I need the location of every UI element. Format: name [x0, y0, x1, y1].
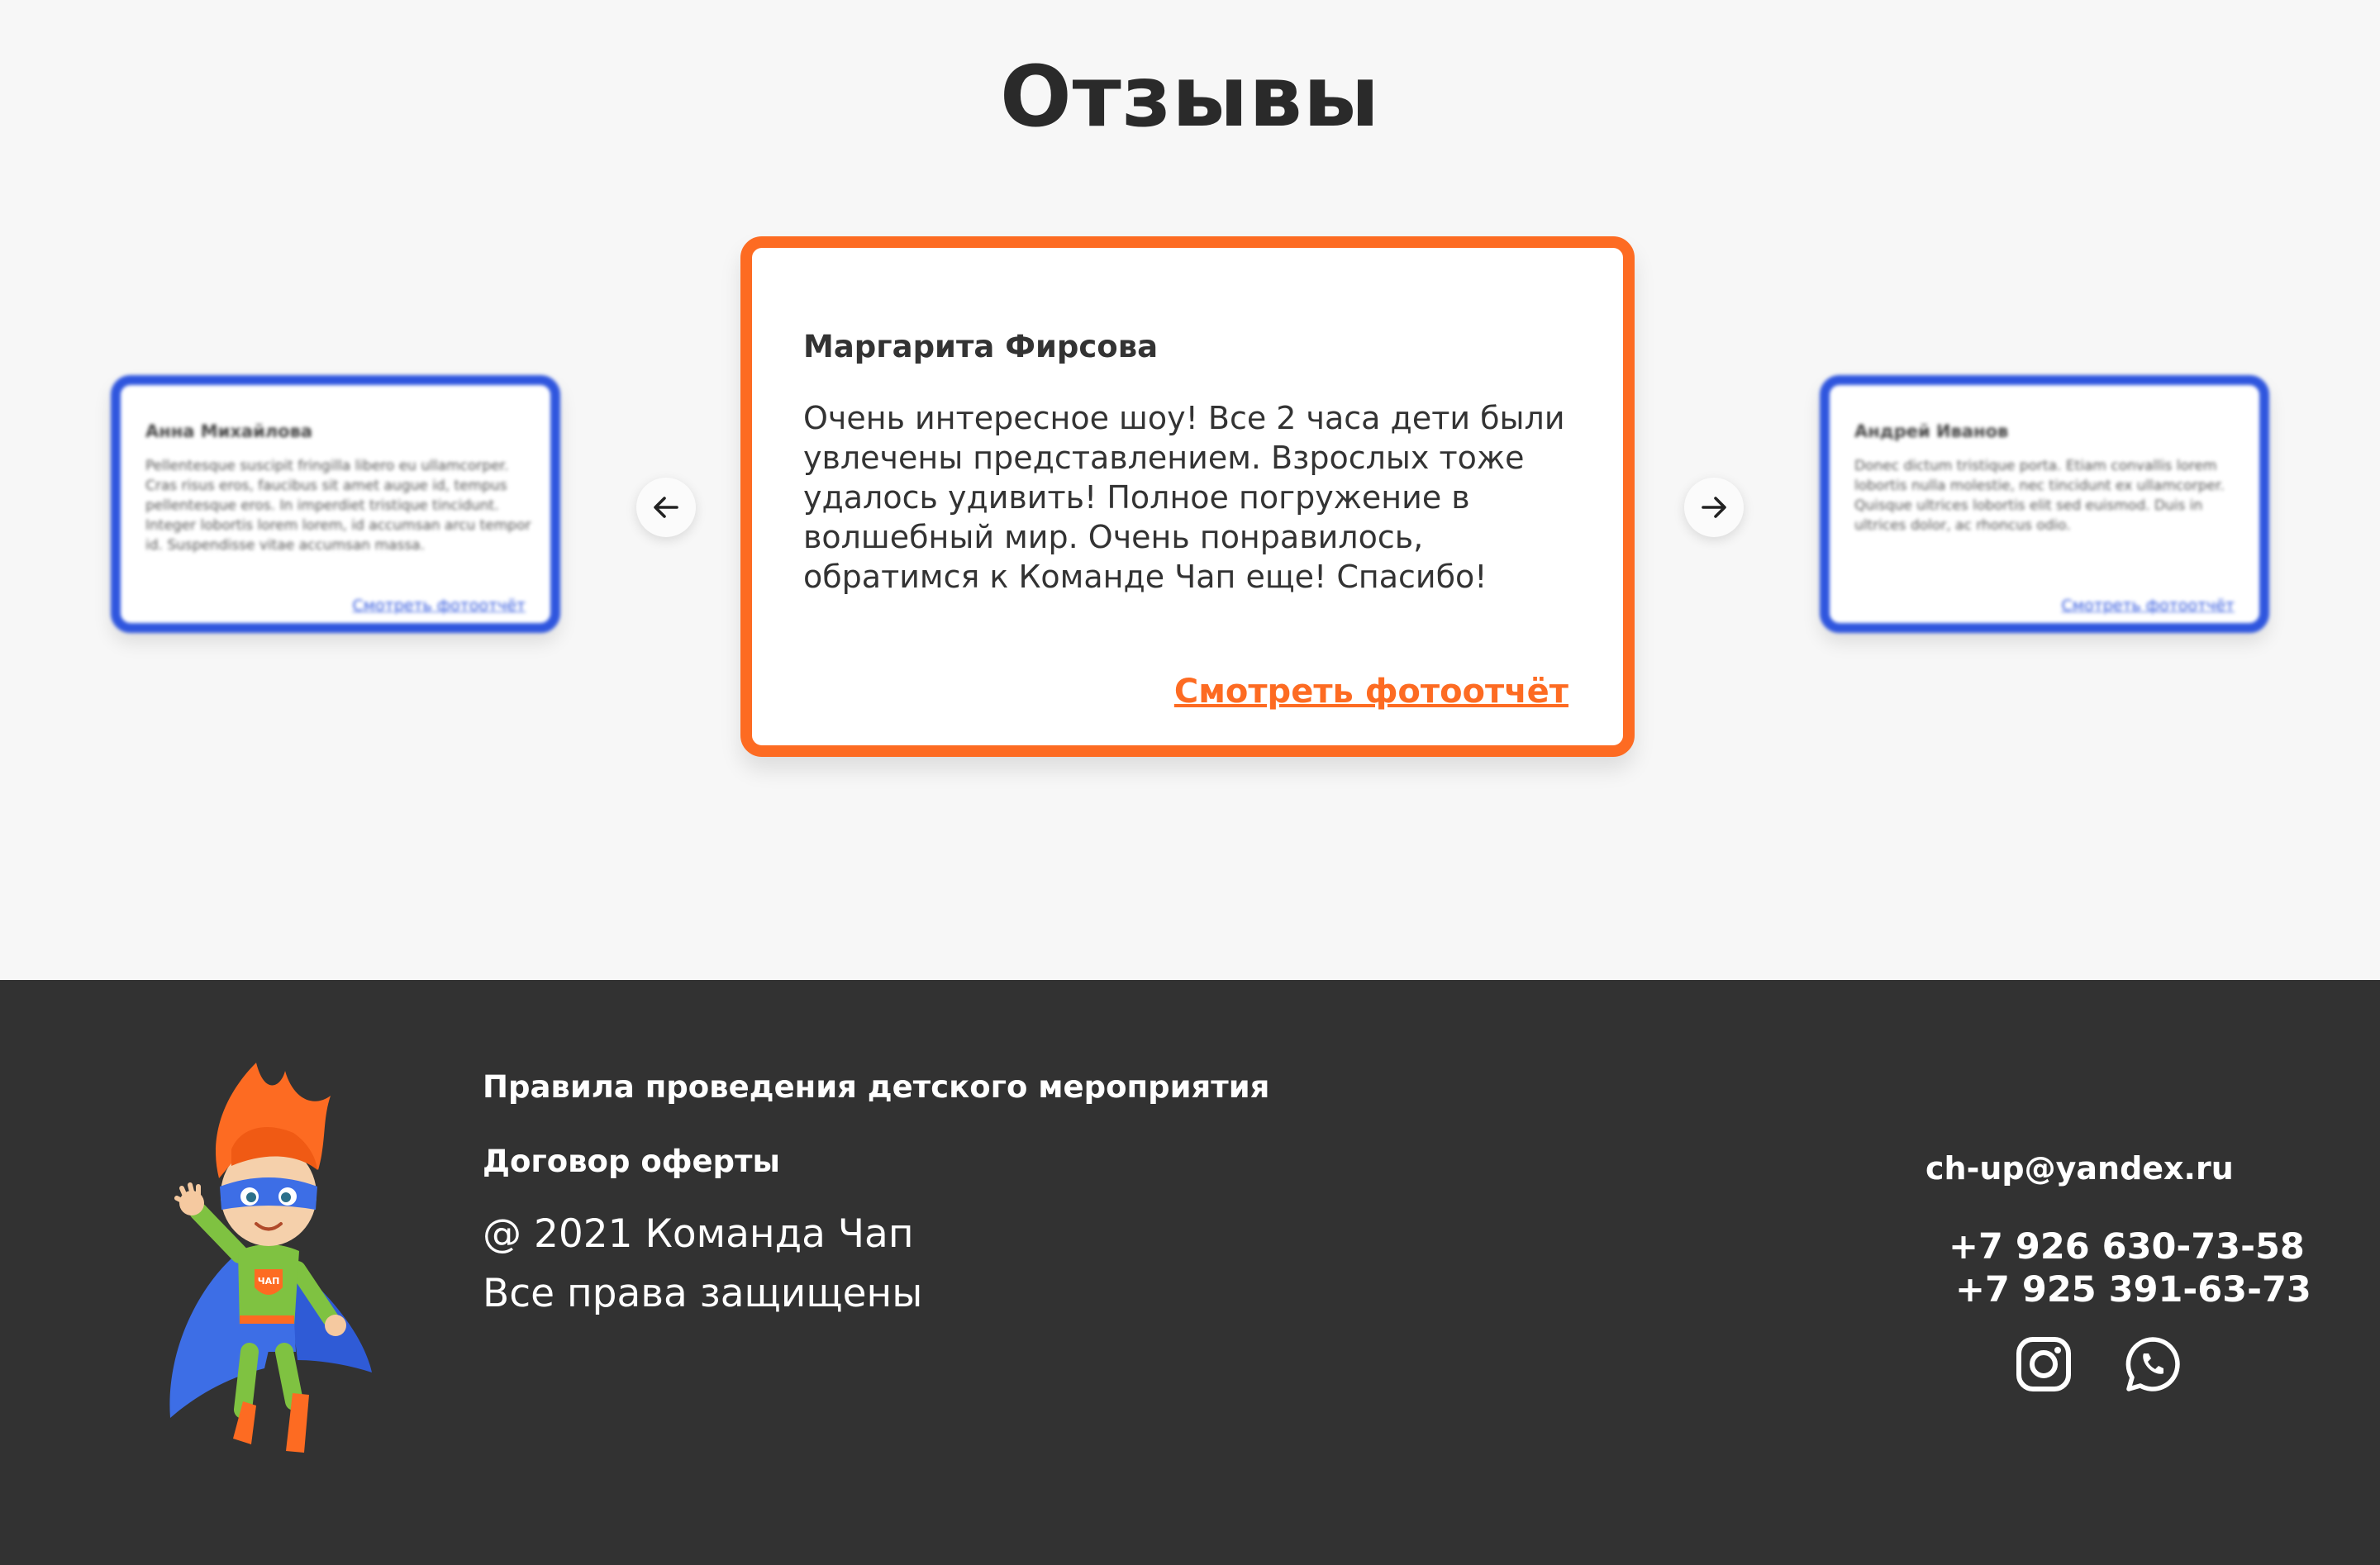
review-text: Donec dictum tristique porta. Etiam convallis lorem lobortis nulla molestie, nec tincidunt ex ullamcorper. Quisque ultrices lobortis elit sed euismod. Duis in ultrices dolor, ac rhoncus odio.: [1854, 458, 2225, 534]
mascot-badge: ЧАП: [257, 1276, 280, 1287]
footer-rules-link[interactable]: Правила проведения детского мероприятия: [483, 1069, 1270, 1105]
arrow-left-icon: [650, 491, 683, 524]
reviews-title: Отзывы: [999, 48, 1381, 146]
photo-report-link[interactable]: Смотреть фотоотчёт: [352, 597, 526, 615]
review-card-left[interactable]: [111, 375, 560, 633]
photo-report-link[interactable]: Смотреть фотоотчёт: [1173, 673, 1568, 711]
whatsapp-icon[interactable]: [2124, 1335, 2182, 1393]
site-footer: [0, 980, 2380, 1565]
footer-rights: Все права защищены: [483, 1271, 923, 1316]
review-text: Pellentesque suscipit fringilla libero eu ullamcorper. Cras risus eros, faucibus sit amet augue id, tempus pellentesque eros. In imperdiet tristique tincidunt. Integer lobortis lorem lorem, id accumsan arcu tempor id. Suspendisse vitae accumsan massa.: [145, 458, 531, 554]
photo-report-link[interactable]: Смотреть фотоотчёт: [2061, 597, 2235, 615]
review-text: Очень интересное шоу! Все 2 часа дети были увлечены представлением. Взрослых тоже удалось удивить! Полное погружение в волшебный мир. Очень понравилось, обратимся к Команде Чап еще! Спасибо!: [803, 400, 1565, 595]
carousel-prev-button[interactable]: [636, 478, 696, 537]
arrow-right-icon: [1697, 491, 1730, 524]
footer-email[interactable]: ch-up@yandex.ru: [1925, 1150, 2234, 1187]
review-author: Андрей Иванов: [1854, 421, 2009, 441]
footer-offer-link[interactable]: Договор оферты: [483, 1144, 780, 1179]
footer-phone-2[interactable]: +7 925 391-63-73: [1955, 1269, 2311, 1311]
review-card-active: [740, 236, 1635, 757]
carousel-next-button[interactable]: [1684, 478, 1744, 537]
review-author: Маргарита Фирсова: [803, 329, 1159, 364]
review-card-right[interactable]: [1820, 375, 2269, 633]
footer-copyright: @ 2021 Команда Чап: [483, 1211, 914, 1257]
review-author: Анна Михайлова: [145, 421, 313, 441]
instagram-icon[interactable]: [2015, 1335, 2073, 1393]
footer-phone-1[interactable]: +7 926 630-73-58: [1949, 1226, 2305, 1268]
mascot-logo: [140, 1063, 380, 1467]
